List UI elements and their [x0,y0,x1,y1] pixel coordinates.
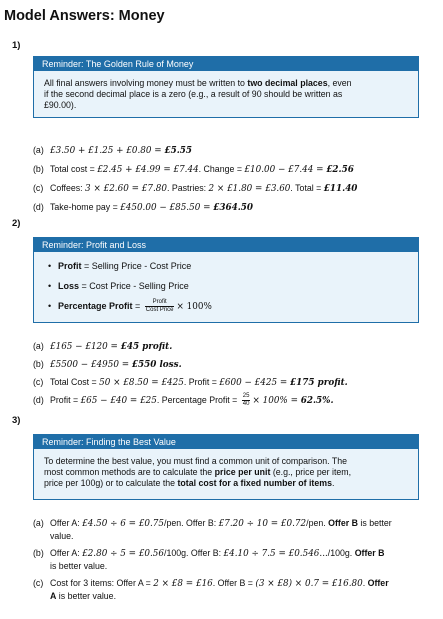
formula-term: Profit [58,261,82,271]
final-answer: A [50,590,57,601]
math-expression: £165 − £120 = [50,342,121,352]
reminder-title: Reminder: The Golden Rule of Money [34,57,418,71]
answer-text: Offer A: [50,548,83,558]
reminder-emphasis: two decimal places [247,78,328,88]
answer-text: is better [357,518,392,528]
fraction-numerator: Profit [145,299,175,307]
answer-3b [33,548,425,572]
answer-text: . [362,578,368,588]
formula-definition: = Selling Price - Cost Price [81,261,192,271]
answer-text: . Percentage Profit = [156,395,240,405]
final-answer: £364.50 [213,203,254,213]
answer-label: (a) [33,341,44,351]
profit-loss-reminder-box [33,237,419,323]
reminder-text: (e.g., price per item, [270,467,352,477]
final-answer: Offer B [328,518,358,528]
fraction-numerator: 25 [242,393,250,400]
answer-text: Coffees: [50,183,86,193]
math-expression: £7.20 ÷ 10 = £0.72 [218,519,307,529]
reminder-emphasis: total cost for a fixed number of items [177,478,332,488]
question-1-answers [33,141,425,217]
fraction-denominator: 40 [242,401,250,408]
answer-text: . Pastries: [166,183,209,193]
math-expression: × 100% [176,302,212,312]
final-answer: £45 profit. [120,342,173,352]
answer-text: Cost for 3 items: Offer A = [50,578,154,588]
answer-text: Total Cost = [50,377,100,387]
final-answer: £175 profit. [290,378,348,388]
formula-term: Percentage Profit [58,301,133,311]
math-expression: £600 − £425 = [219,378,290,388]
answer-text: . Profit = [183,377,220,387]
answer-text: /pen. Offer B: [164,518,219,528]
reminder-line: To determine the best value, you must find a common unit of comparison. The [44,456,347,466]
math-expression: 50 × £8.50 = £425 [99,378,184,388]
reminder-title: Reminder: Profit and Loss [34,238,418,252]
final-answer: 62.5%. [300,396,334,406]
math-expression: £65 − £40 = £25 [80,396,157,406]
question-2-number: 2) [12,218,21,229]
bullet-icon: • [48,261,52,271]
answer-label: (b) [33,359,44,369]
bullet-icon: • [48,281,52,291]
answer-2c [33,374,425,392]
reminder-line [44,467,408,478]
answer-label: (a) [33,518,44,528]
math-expression: × 100% = [252,396,301,406]
reminder-text: All final answers involving money must be written to [44,78,248,88]
reminder-line [44,78,408,89]
formula-item [48,296,418,316]
answer-text: is better value. [56,590,117,601]
math-expression: 2 × £8 = £16 [153,579,213,589]
math-expression: (3 × £8) × 0.7 = £16.80 [255,579,363,589]
answer-label: (a) [33,145,44,155]
formula-definition: = [132,301,143,311]
reminder-line [44,478,408,489]
answer-label: (b) [33,164,44,174]
math-expression: £2.80 ÷ 5 = £0.56 [82,549,165,559]
final-answer: £2.56 [326,165,354,175]
fraction [242,393,251,408]
reminder-text: , even [327,78,352,88]
answer-text: /pen. [306,518,329,528]
answer-2a [33,338,425,356]
reminder-text: . [331,478,335,488]
answer-label: (b) [33,548,44,558]
formula-term: Loss [58,281,80,291]
formula-item [48,276,418,296]
question-3-number: 3) [12,415,21,426]
final-answer: Offer B [354,548,385,558]
fraction-denominator: Cost Price [145,307,174,314]
reminder-title: Reminder: Finding the Best Value [34,435,418,449]
answer-text: /100g. Offer B: [164,548,224,558]
formula-item [48,256,418,276]
answer-text: . Offer B = [212,578,256,588]
math-expression: £2.45 + £4.99 = £7.44 [97,165,199,175]
answer-text: is better value. [50,560,108,571]
answer-text: Profit = [50,395,81,405]
reminder-line: if the second decimal place is a zero (e.g., a result of 90 should be written as [44,89,343,99]
golden-rule-reminder-box [33,56,419,118]
math-expression: £450.00 − £85.50 = [120,203,214,213]
answer-label: (d) [33,395,44,405]
answer-label: (c) [33,183,44,193]
formula-definition: = Cost Price - Selling Price [79,281,189,291]
reminder-text: price per 100g) or to calculate the [44,478,178,488]
math-expression: £4.10 ÷ 7.5 = £0.546... [223,549,328,559]
reminder-line: £90.00). [44,100,77,110]
answer-text: Offer A: [50,518,83,528]
page-title: Model Answers: Money [4,8,165,24]
question-1-number: 1) [12,40,21,51]
math-expression: 3 × £2.60 = £7.80 [85,184,167,194]
reminder-emphasis: price per unit [214,467,271,477]
answer-1c [33,179,425,198]
answer-label: (d) [33,202,44,212]
reminder-body [34,71,418,117]
answer-1b [33,160,425,179]
bullet-icon: • [48,301,52,311]
math-expression: £10.00 − £7.44 = [244,165,327,175]
answer-2b [33,356,425,374]
answer-1d [33,198,425,217]
answer-3a [33,518,425,542]
math-expression: £3.50 + £1.25 + £0.80 = [50,146,165,156]
question-3-answers [33,518,425,602]
answer-label: (c) [33,578,44,588]
math-expression: £4.50 ÷ 6 = £0.75 [82,519,165,529]
best-value-reminder-box [33,434,419,500]
answer-text: Take-home pay = [50,202,121,212]
question-2-answers [33,338,425,410]
answer-2d [33,392,425,410]
answer-text: /100g. [327,548,355,558]
answer-1a [33,141,425,160]
final-answer: £5.55 [164,146,192,156]
answer-text: Total cost = [50,164,98,174]
formula-list [34,252,418,316]
math-expression: 2 × £1.80 = £3.60 [208,184,291,194]
reminder-text: most common methods are to calculate the [44,467,215,477]
math-expression: £5500 − £4950 = [50,360,132,370]
fraction [145,299,175,314]
answer-label: (c) [33,377,44,387]
answer-text: value. [50,530,74,541]
final-answer: Offer [367,578,389,588]
reminder-body [34,449,418,495]
answer-text: . Total = [290,183,324,193]
final-answer: £11.40 [323,184,358,194]
answer-text: . Change = [198,164,245,174]
answer-3c [33,578,425,602]
final-answer: £550 loss. [131,360,182,370]
